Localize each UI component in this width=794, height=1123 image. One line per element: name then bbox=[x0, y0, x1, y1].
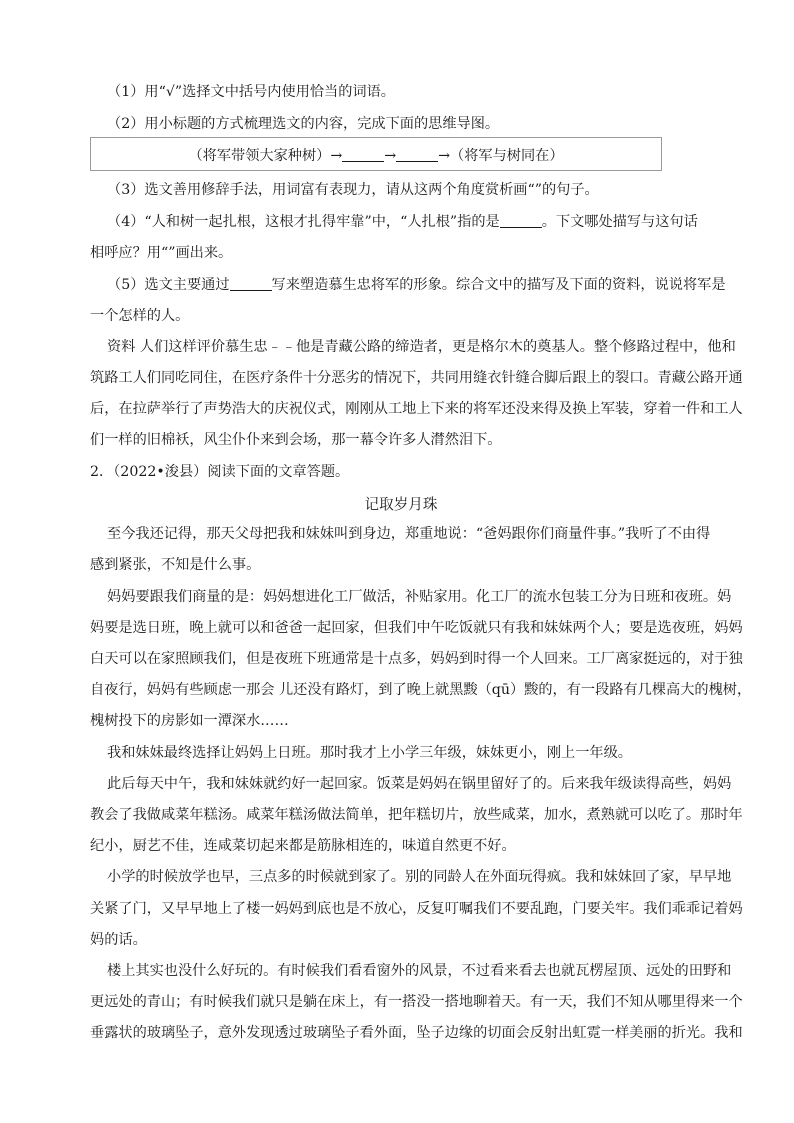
material-line: 们一样的旧棉袄，风尘仆仆来到会场，那一幕令许多人潸然泪下。 bbox=[90, 432, 502, 448]
article-line: 此后每天中午，我和妹妹就约好一起回家。饭菜是妈妈在锅里留好了的。后来我年级读得高些，妈妈 bbox=[107, 776, 732, 792]
article-line: 妈要是选日班，晚上就可以和爸爸一起回家，但我们中午吃饭就只有我和妹妹两个人；要是选夜班，妈妈 bbox=[90, 620, 743, 636]
question-3: （3）选文善用修辞手法，用词富有表现力，请从这两个角度赏析画“”的句子。 bbox=[107, 182, 599, 198]
article-line: 槐树投下的房影如一潭深水…… bbox=[90, 713, 289, 729]
mind-map-blank-2[interactable] bbox=[396, 147, 438, 162]
article-line: 更远处的青山；有时候我们就只是躺在床上，有一搭没一搭地聊着天。有一天，我们不知从哪里得来一个 bbox=[90, 994, 743, 1010]
question-2: （2）用小标题的方式梳理选文的内容，完成下面的思维导图。 bbox=[107, 116, 500, 132]
question-4-part-b: 。下文哪处描写与这句话 bbox=[541, 214, 698, 230]
question-5-blank[interactable] bbox=[230, 276, 272, 291]
article-title: 记取岁月珠 bbox=[364, 496, 438, 513]
mind-map-blank-1[interactable] bbox=[342, 147, 384, 162]
question-5 bbox=[107, 275, 726, 295]
material-line: 后，在拉萨举行了声势浩大的庆祝仪式，刚刚从工地上下来的将军还没来得及换上军装，穿着一件和工人 bbox=[90, 401, 743, 417]
article-line: 至今我还记得，那天父母把我和妹妹叫到身边，郑重地说：“爸妈跟你们商量件事。”我听了不由得 bbox=[107, 526, 711, 542]
article-line: 我和妹妹最终选择让妈妈上日班。那时我才上小学三年级，妹妹更小，刚上一年级。 bbox=[107, 745, 632, 761]
material-line: 筑路工人们同吃同住，在医疗条件十分恶劣的情况下，共同用缝衣针缝合脚后跟上的裂口。青藏公路开通 bbox=[90, 370, 743, 386]
question-1: （1）用“√”选择文中括号内使用恰当的词语。 bbox=[107, 84, 395, 100]
question-4-blank[interactable] bbox=[500, 213, 542, 228]
article-line: 妈的话。 bbox=[90, 932, 147, 948]
article-line: 自夜行，妈妈有些顾虑一那会 儿还没有路灯，到了晚上就黑黢（qū）黢的，有一段路有几棵高大的槐树， bbox=[90, 682, 752, 698]
article-line: 感到紧张，不知是什么事。 bbox=[90, 557, 261, 573]
mind-map-arrow-2: → bbox=[438, 148, 451, 164]
article-line: 教会了我做咸菜年糕汤。咸菜年糕汤做法简单，把年糕切片，放些咸菜，加水，煮熟就可以吃了。那时年 bbox=[90, 807, 743, 823]
question-header: 2．（2022•浚县）阅读下面的文章答题。 bbox=[90, 464, 350, 480]
question-4-part-a: （4）“人和树一起扎根，这根才扎得牢靠”中，“人扎根”指的是 bbox=[107, 214, 500, 230]
mind-map-content bbox=[91, 145, 661, 165]
question-4 bbox=[107, 212, 698, 232]
article-line: 垂露状的玻璃坠子，意外发现透过玻璃坠子看外面，坠子边缘的切面会反射出虹霓一样美丽的折光。我和 bbox=[90, 1025, 743, 1041]
article-line: 白天可以在家照顾我们，但是夜班下班通常是十点多，妈妈到时得一个人回来。工厂离家挺远的，对于独 bbox=[90, 651, 743, 667]
mind-map-start: （将军带领大家种树）→ bbox=[188, 148, 343, 164]
mind-map-arrow-1: → bbox=[384, 148, 397, 164]
question-4-line-2: 相呼应？用“”画出来。 bbox=[90, 245, 233, 261]
question-5-part-a: （5）选文主要通过 bbox=[107, 277, 230, 293]
mind-map-box bbox=[90, 137, 662, 171]
article-line: 楼上其实也没什么好玩的。有时候我们看看窗外的风景，不过看来看去也就瓦楞屋顶、远处的田野和 bbox=[107, 963, 732, 979]
material-line: 资料 人们这样评价慕生忠﹣﹣他是青藏公路的缔造者，更是格尔木的奠基人。整个修路过程中，他和 bbox=[107, 339, 736, 355]
question-5-line-2: 一个怎样的人。 bbox=[90, 308, 190, 324]
article-line: 关紧了门，又早早地上了楼一妈妈到底也是不放心，反复叮嘱我们不要乱跑，门要关牢。我们乖乖记着妈 bbox=[90, 901, 743, 917]
article-line: 妈妈要跟我们商量的是：妈妈想进化工厂做活，补贴家用。化工厂的流水包装工分为日班和夜班。妈 bbox=[107, 589, 732, 605]
article-line: 纪小，厨艺不佳，连咸菜切起来都是筋脉相连的，味道自然更不好。 bbox=[90, 838, 516, 854]
article-line: 小学的时候放学也早，三点多的时候就到家了。别的同龄人在外面玩得疯。我和妹妹回了家，早早地 bbox=[107, 869, 732, 885]
mind-map-end: （将军与树同在） bbox=[450, 148, 564, 164]
question-5-part-b: 写来塑造慕生忠将军的形象。综合文中的描写及下面的资料，说说将军是 bbox=[271, 277, 726, 293]
